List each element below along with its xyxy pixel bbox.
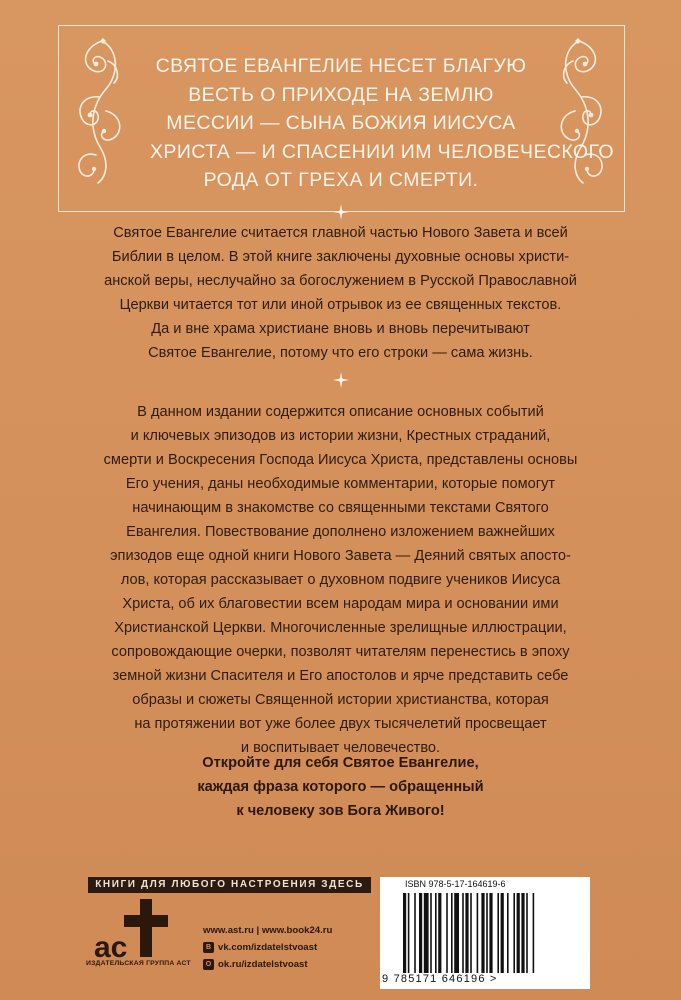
websites-link[interactable]: www.ast.ru | www.book24.ru [203,925,333,936]
barcode-stripe [403,893,406,973]
barcode-stripe [419,893,422,973]
paragraph-line: Церкви читается тот или иной отрывок из ее священных текстов. [119,297,562,313]
paragraph-line: Евангелия. Повествование дополнено изложением важнейших [126,524,555,540]
barcode-stripe [462,893,464,973]
barcode-stripe [501,893,504,973]
barcode-stripe [526,893,528,973]
headline-line: СВЯТОЕ ЕВАНГЕЛИЕ НЕСЕТ БЛАГУЮ [155,55,527,77]
paragraph-line: Да и вне храма христиане вновь и вновь перечитывают [151,321,530,337]
paragraph-line: В данном издании содержится описание основных событий [137,404,544,420]
barcode-stripe [424,893,429,973]
headline-line: ХРИСТА — И СПАСЕНИИ ИМ ЧЕЛОВЕЧЕСКОГО [150,140,614,163]
publisher-tagline: КНИГИ ДЛЯ ЛЮБОГО НАСТРОЕНИЯ ЗДЕСЬ [88,877,371,893]
barcode-stripe [435,893,437,973]
paragraph-line: и ключевых эпизодов из истории жизни, Крестных страданий, [130,428,551,444]
svg-text:ac: ac [94,931,128,964]
barcode-stripe [465,893,468,973]
barcode-bars [403,893,579,973]
paragraph-line: анской веры, неслучайно за богослужением в Русской Православной [104,273,577,289]
ok-link[interactable]: ok.ru/izdatelstvoast [218,959,308,970]
barcode-stripe [481,893,484,973]
ok-icon: O [203,959,214,970]
publisher-links [203,922,332,973]
barcode-stripe [497,893,499,973]
paragraph-line: и воспитывает человечество. [240,740,441,756]
barcode-stripe [414,893,416,973]
ok-link-row[interactable] [203,956,332,973]
barcode-stripe [477,893,479,973]
barcode-stripe [533,893,535,973]
headline-line: ВЕСТЬ О ПРИХОДЕ НА ЗЕМЛЮ [188,83,494,106]
headline-line: МЕССИИ — СЫНА БОЖИЯ ИИСУСА [166,112,516,134]
star-divider-icon [333,204,349,220]
barcode-stripe [438,893,441,973]
barcode-stripe [507,893,509,973]
barcode-stripe [446,893,448,973]
description-paragraph [70,400,611,760]
vk-link-row[interactable] [203,939,332,956]
barcode-stripe [454,893,459,973]
barcode-stripe [408,893,410,973]
callout-line: каждая фраза которого — обращенный [197,779,484,795]
paragraph-line: земной жизни Спасителя и Его апостолов и ярче представить себе [112,668,569,684]
callout-text [120,751,561,823]
paragraph-line: лов, которая рассказывает о духовном подвиге учеников Иисуса [120,572,561,588]
barcode-stripe [517,893,520,973]
paragraph-line: Христианской Церкви. Многочисленные зрелищные иллюстрации, [114,620,567,636]
barcode-stripe [470,893,472,973]
publisher-caption: ИЗДАТЕЛЬСКАЯ ГРУППА АСТ [86,960,191,967]
barcode-stripe [430,893,432,973]
callout-line: к человеку зов Бога Живого! [236,803,445,819]
isbn-number: ISBN 978-5-17-164619-6 [405,879,506,889]
star-divider-icon [333,372,349,388]
right-scroll-ornament [545,37,615,187]
left-scroll-ornament [66,37,136,187]
paragraph-line: Святое Евангелие считается главной частью Нового Завета и всей [113,225,568,241]
barcode-stripe [489,893,492,973]
barcode-stripe [451,893,453,973]
paragraph-line: Библии в целом. В этой книге заключены духовные основы христи- [111,249,570,265]
paragraph-line: образы и сюжеты Священной истории христианства, которая [132,692,549,708]
barcode-stripe [521,893,524,973]
paragraph-line: Его учения, даны необходимые комментарии, которые помогут [125,476,556,492]
paragraph-line: Христа, об их благовестии всем народам мира и основании ими [122,596,559,612]
ast-logo-icon [88,895,180,985]
barcode-stripe [486,893,488,973]
vk-icon: B [203,942,214,953]
headline [150,52,614,195]
barcode-stripe [513,893,515,973]
paragraph-line: на протяжении вот уже более двух тысячелетий просвещает [134,716,547,732]
paragraph-line: Святое Евангелие, потому что его строки — сама жизнь. [148,345,533,361]
headline-line: РОДА ОТ ГРЕХА И СМЕРТИ. [203,169,479,191]
vk-link[interactable]: vk.com/izdatelstvoast [218,942,318,953]
barcode-number: 9 785171 646196 > [382,973,498,985]
paragraph-line: сопровождающие очерки, позволят читателям перенестись в эпоху [111,644,570,660]
intro-paragraph [70,221,611,365]
paragraph-line: эпизодов еще одной книги Нового Завета — Деяний святых апосто- [110,548,571,564]
paragraph-line: смерти и Воскресения Господа Иисуса Христа, представлены основы [103,452,578,468]
callout-line: Откройте для себя Святое Евангелие, [202,755,479,771]
paragraph-line: начинающим в знакомстве со священными текстами Святого [132,500,549,516]
